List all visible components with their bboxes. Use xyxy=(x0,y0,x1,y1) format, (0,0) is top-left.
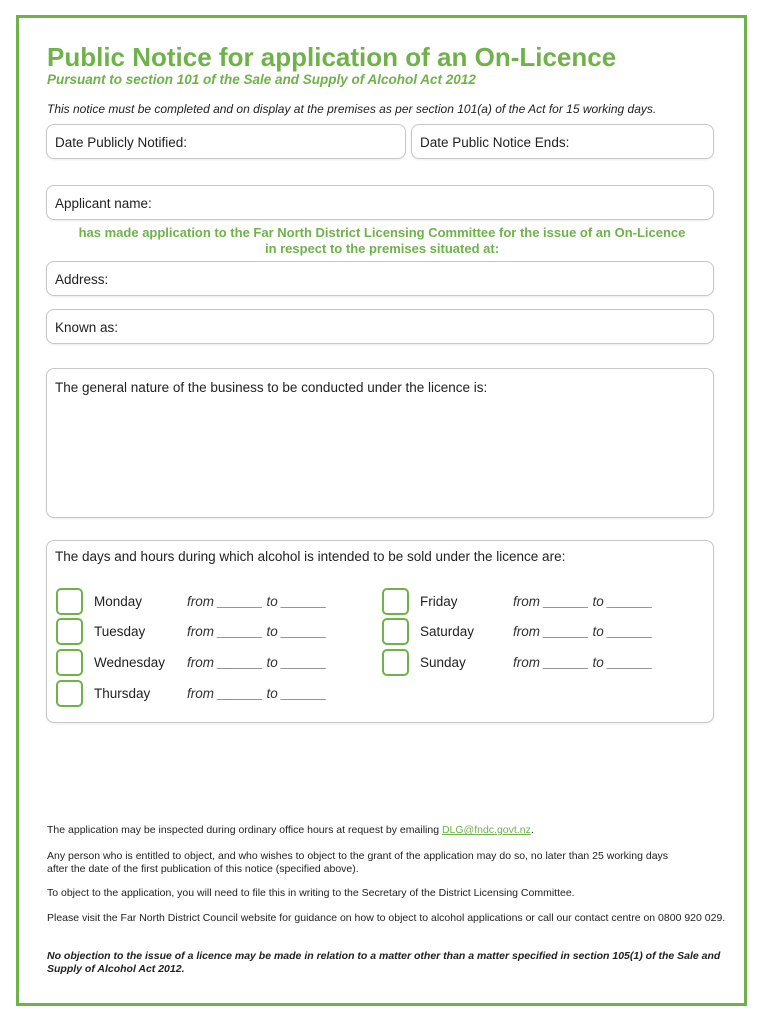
monday-checkbox[interactable] xyxy=(56,588,83,615)
known-as-field[interactable] xyxy=(46,309,714,344)
file-writing-paragraph: To object to the application, you will need to file this in writing to the Secretary of the District Licensing Committee. xyxy=(47,887,575,899)
inspect-suffix: . xyxy=(530,824,534,836)
business-nature-label: The general nature of the business to be conducted under the licence is: xyxy=(55,380,488,395)
page-subtitle: Pursuant to section 101 of the Sale and Supply of Alcohol Act 2012 xyxy=(47,72,476,87)
sunday-checkbox[interactable] xyxy=(382,649,409,676)
monday-hours[interactable]: from ______ to ______ xyxy=(187,594,327,609)
legal-note: No objection to the issue of a licence may be made in relation to a matter other than a matter specified in section 105(1) of the Sale and Supply of Alcohol Act 2012. xyxy=(47,950,721,975)
monday-label: Monday xyxy=(94,594,143,609)
wednesday-hours[interactable]: from ______ to ______ xyxy=(187,655,327,670)
intro-text: This notice must be completed and on display at the premises as per section 101(a) of the Act for 15 working days. xyxy=(47,102,657,116)
inspect-paragraph xyxy=(47,824,737,837)
saturday-label: Saturday xyxy=(420,624,475,639)
objection-paragraph: Any person who is entitled to object, and who wishes to object to the grant of the application may do so, no later than 25 working days after the date of the first publication of this notice (specified above). xyxy=(47,850,669,875)
saturday-checkbox[interactable] xyxy=(382,618,409,645)
applicant-name-field[interactable] xyxy=(46,185,714,220)
applicant-name-label: Applicant name: xyxy=(55,196,152,211)
application-statement-line1: has made application to the Far North District Licensing Committee for the issue of an On-Licence xyxy=(78,225,686,240)
trading-hours-heading: The days and hours during which alcohol is intended to be sold under the licence are: xyxy=(55,549,566,564)
sunday-label: Sunday xyxy=(420,655,466,670)
date-ends-field[interactable] xyxy=(411,124,714,159)
inspect-text: The application may be inspected during ordinary office hours at request by emailing xyxy=(47,824,442,836)
address-label: Address: xyxy=(55,272,109,287)
tuesday-checkbox[interactable] xyxy=(56,618,83,645)
thursday-label: Thursday xyxy=(94,686,151,701)
page-title: Public Notice for application of an On-Licence xyxy=(47,42,617,72)
friday-checkbox[interactable] xyxy=(382,588,409,615)
sunday-hours[interactable]: from ______ to ______ xyxy=(513,655,653,670)
trading-hours-section xyxy=(46,540,714,723)
date-notified-field[interactable] xyxy=(46,124,406,159)
business-nature-field[interactable] xyxy=(46,368,714,518)
friday-label: Friday xyxy=(420,594,458,609)
thursday-checkbox[interactable] xyxy=(56,680,83,707)
visit-paragraph: Please visit the Far North District Council website for guidance on how to object to alcohol applications or call our contact centre on 0800 920 029. xyxy=(47,912,726,924)
tuesday-label: Tuesday xyxy=(94,624,146,639)
application-statement-line2: in respect to the premises situated at: xyxy=(264,241,500,256)
friday-hours[interactable]: from ______ to ______ xyxy=(513,594,653,609)
email-link[interactable]: DLG@fndc.govt.nz xyxy=(441,824,531,836)
wednesday-label: Wednesday xyxy=(94,655,166,670)
address-field[interactable] xyxy=(46,261,714,296)
saturday-hours[interactable]: from ______ to ______ xyxy=(513,624,653,639)
date-ends-label: Date Public Notice Ends: xyxy=(420,135,570,150)
thursday-hours[interactable]: from ______ to ______ xyxy=(187,686,327,701)
date-notified-label: Date Publicly Notified: xyxy=(55,135,188,150)
tuesday-hours[interactable]: from ______ to ______ xyxy=(187,624,327,639)
wednesday-checkbox[interactable] xyxy=(56,649,83,676)
known-as-label: Known as: xyxy=(55,320,119,335)
